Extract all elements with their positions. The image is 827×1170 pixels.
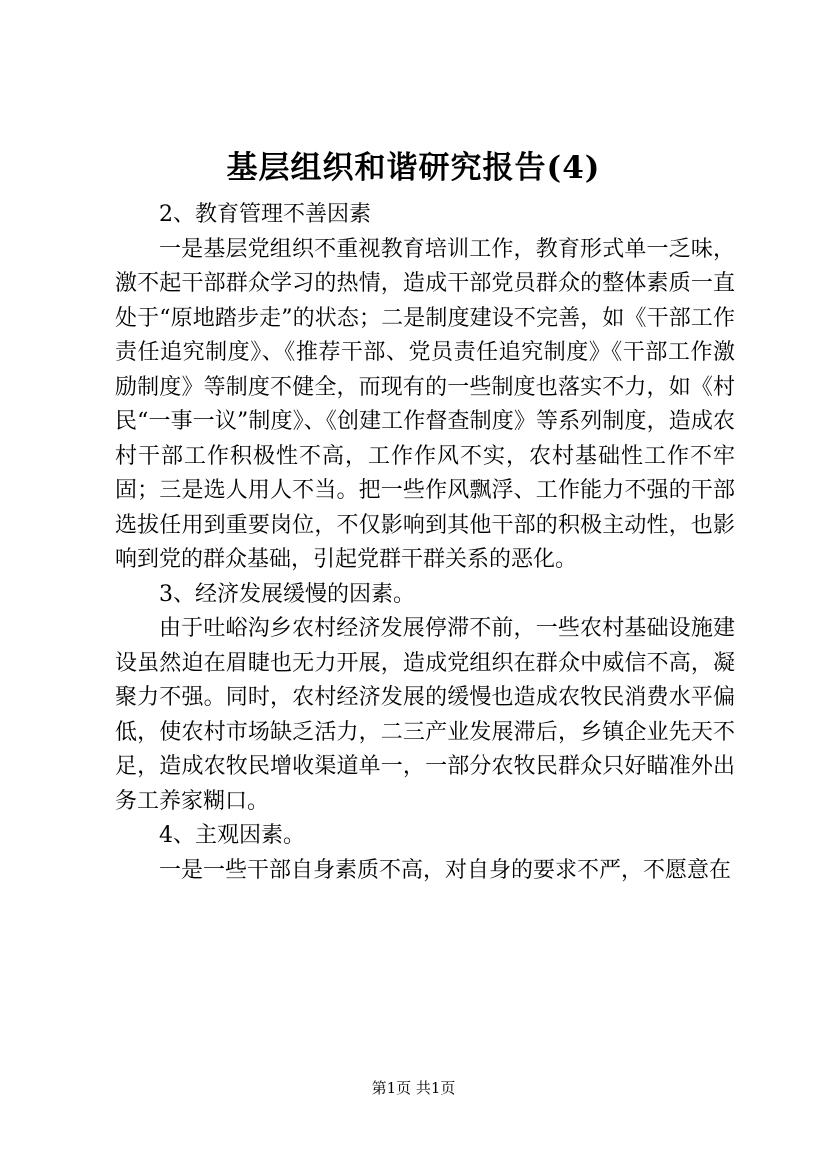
paragraph-education-detail: 一是基层党组织不重视教育培训工作，教育形式单一乏味，激不起干部群众学习的热情，造成干部党员群众的整体素质一直处于“原地踏步走”的状态；二是制度建设不完善，如《干部工作责任追究制度》、《推荐干部、党员责任追究制度》《干部工作激励制度》等制度不健全，而现有的一些制度也落实不力，如《村民“一事一议”制度》、《创建工作督查制度》等系列制度，造成农村干部工作积极性不高，工作作风不实，农村基础性工作不牢固；三是选人用人不当。把一些作风飘浮、工作能力不强的干部选拔任用到重要岗位，不仅影响到其他干部的积极主动性，也影响到党的群众基础，引起党群干群关系的恶化。 (115, 236, 735, 572)
paragraph-economy-detail: 由于吐峪沟乡农村经济发展停滞不前，一些农村基础设施建设虽然迫在眉睫也无力开展，造成党组织在群众中威信不高，凝聚力不强。同时，农村经济发展的缓慢也造成农牧民消费水平偏低，使农村市场缺乏活力，二三产业发展滞后，乡镇企业先天不足，造成农牧民增收渠道单一，一部分农牧民群众只好瞄准外出务工养家糊口。 (115, 616, 735, 814)
document-body (115, 198, 735, 888)
section-heading-subjective: 4、主观因素。 (159, 823, 305, 848)
section-heading-education: 2、教育管理不善因素 (159, 202, 371, 227)
document-title: 基层组织和谐研究报告(4) (226, 150, 601, 186)
paragraph-subjective-detail: 一是一些干部自身素质不高，对自身的要求不严，不愿意在 (159, 857, 732, 883)
page-footer: 第1页 共1页 (371, 1079, 456, 1097)
section-heading-economy: 3、经济发展缓慢的因素。 (159, 581, 415, 607)
